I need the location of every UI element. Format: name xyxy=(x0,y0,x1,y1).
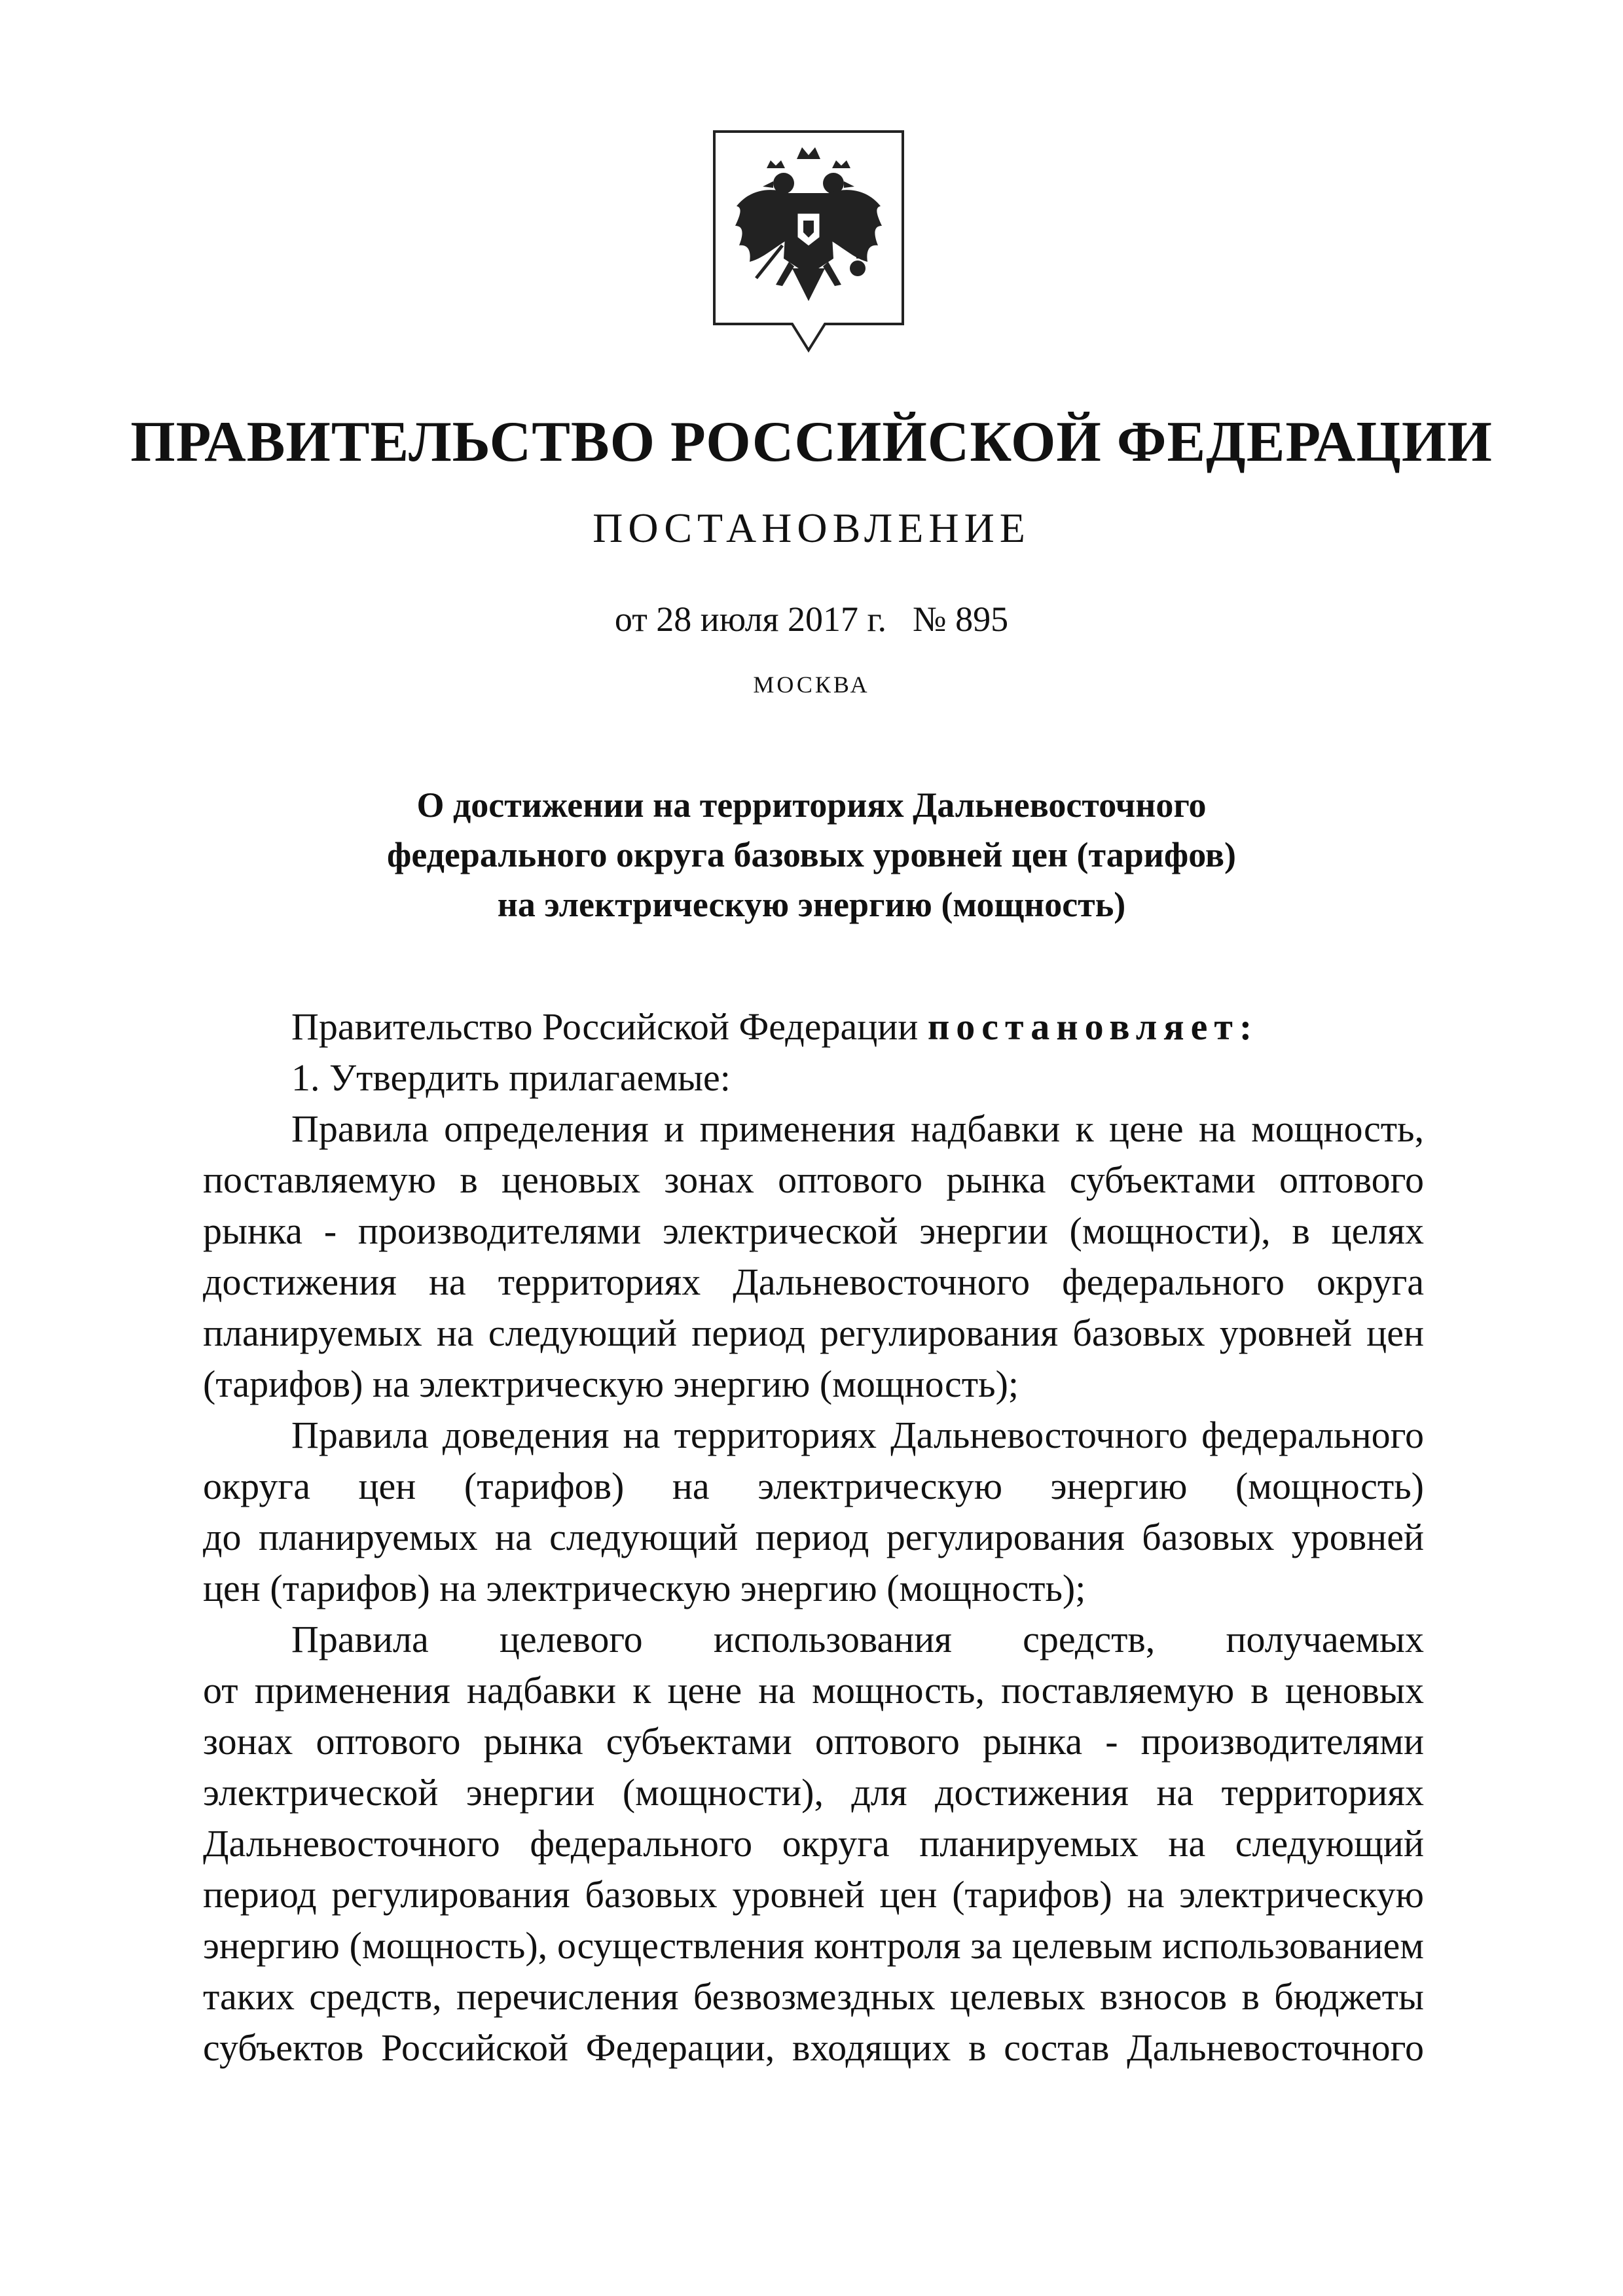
paragraph-line: (тарифов) на электрическую энергию (мощность); xyxy=(203,1363,1019,1405)
paragraph-line: зонах оптового рынка субъектами оптового рынка - производителями xyxy=(203,1720,1424,1763)
paragraph-line: округа цен (тарифов) на электрическую энергию (мощность) xyxy=(203,1465,1424,1507)
document-date: от 28 июля 2017 г. xyxy=(614,600,887,639)
paragraph-line: энергию (мощность), осуществления контроля за целевым использованием xyxy=(203,1924,1424,1967)
paragraph-line: период регулирования базовых уровней цен (тарифов) на электрическую xyxy=(203,1873,1424,1916)
paragraph-line: цен (тарифов) на электрическую энергию (мощность); xyxy=(203,1567,1086,1609)
paragraph-line: Дальневосточного федерального округа планируемых на следующий xyxy=(203,1822,1424,1865)
paragraph-rules-3 xyxy=(203,1614,1424,2073)
paragraph-line: поставляемую в ценовых зонах оптового рынка субъектами оптового xyxy=(203,1158,1424,1201)
document-date-number xyxy=(0,599,1623,639)
document-city: МОСКВА xyxy=(753,672,870,698)
subject-line: федерального округа базовых уровней цен (тарифов) xyxy=(386,835,1237,874)
document-type: ПОСТАНОВЛЕНИЕ xyxy=(593,505,1030,551)
document-number: № 895 xyxy=(913,600,1009,639)
government-title: ПРАВИТЕЛЬСТВО РОССИЙСКОЙ ФЕДЕРАЦИИ xyxy=(130,410,1493,474)
paragraph-line: от применения надбавки к цене на мощность, поставляемую в ценовых xyxy=(203,1669,1424,1712)
paragraph-line: достижения на территориях Дальневосточного федерального округа xyxy=(203,1261,1424,1303)
paragraph-line: таких средств, перечисления безвозмездных целевых взносов в бюджеты xyxy=(203,1975,1424,2018)
paragraph-line: электрической энергии (мощности), для достижения на территориях xyxy=(203,1771,1424,1814)
paragraph-line: планируемых на следующий период регулирования базовых уровней цен xyxy=(203,1312,1424,1354)
document-body xyxy=(203,1001,1424,2073)
paragraph-rules-2 xyxy=(203,1410,1424,1614)
document-subject xyxy=(0,780,1623,929)
subject-line: О достижении на территориях Дальневосточного xyxy=(416,785,1207,825)
decree-verb: постановляет: xyxy=(927,1005,1259,1048)
paragraph-rules-1 xyxy=(203,1103,1424,1410)
paragraph-line: рынка - производителями электрической энергии (мощности), в целях xyxy=(203,1210,1424,1252)
paragraph-line: Правила целевого использования средств, получаемых xyxy=(291,1618,1424,1660)
paragraph-line: Правила определения и применения надбавки к цене на мощность, xyxy=(291,1107,1424,1150)
item-1: 1. Утвердить прилагаемые: xyxy=(291,1056,731,1099)
subject-line: на электрическую энергию (мощность) xyxy=(497,885,1126,924)
paragraph-line: субъектов Российской Федерации, входящих в состав Дальневосточного xyxy=(203,2026,1424,2069)
intro-text: Правительство Российской Федерации xyxy=(291,1005,919,1048)
paragraph-line: Правила доведения на территориях Дальневосточного федерального xyxy=(291,1414,1424,1456)
paragraph-line: до планируемых на следующий период регулирования базовых уровней xyxy=(203,1516,1424,1558)
decree-intro xyxy=(203,1001,1424,1052)
russian-coat-of-arms-icon xyxy=(710,128,907,363)
